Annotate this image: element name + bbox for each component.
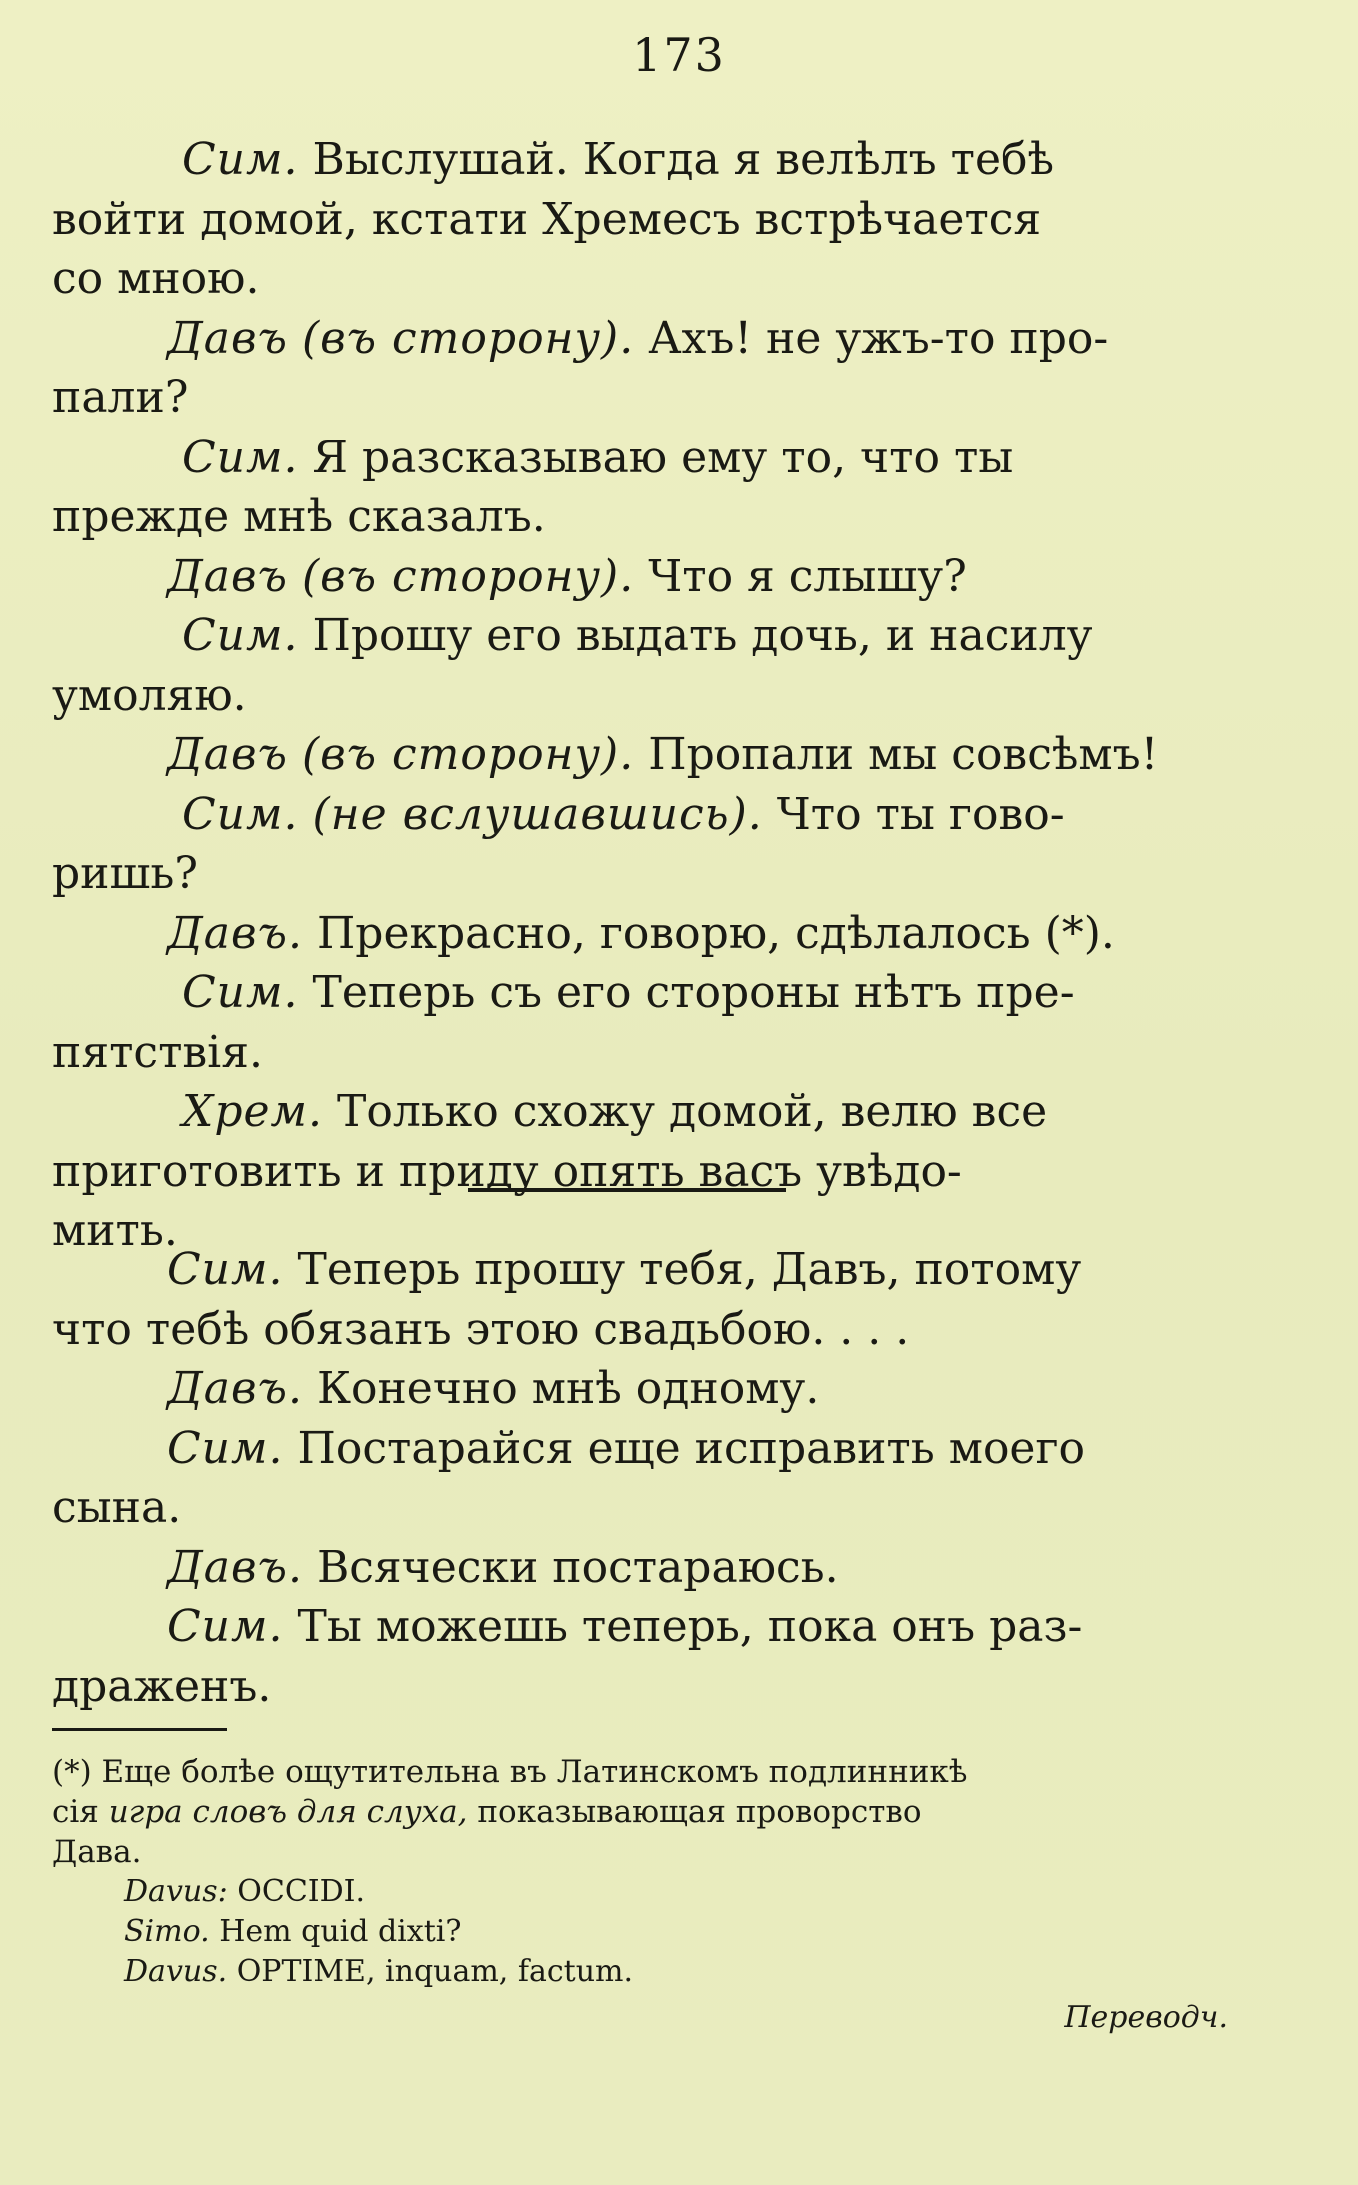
line-text: Теперь съ его стороны нѣтъ пре- bbox=[312, 967, 1075, 1018]
speaker-name: Сим. bbox=[167, 1601, 284, 1652]
dialogue-line bbox=[52, 130, 1232, 190]
line-text: Только схожу домой, велю все bbox=[337, 1086, 1048, 1137]
speaker-name: Сим. bbox=[182, 134, 299, 185]
page-number: 173 bbox=[632, 28, 726, 82]
dialogue-line: войти домой, кстати Хремесъ встрѣчается bbox=[52, 193, 1042, 245]
dialogue-line: пятствія. bbox=[52, 1026, 263, 1078]
footnote bbox=[52, 1752, 1232, 1992]
dialogue-section-1 bbox=[52, 130, 1232, 1261]
dialogue-line bbox=[52, 1597, 1232, 1657]
speaker-name: Сим. bbox=[167, 1244, 284, 1295]
line-text: Что я слышу? bbox=[648, 550, 967, 602]
dialogue-line bbox=[52, 1538, 1232, 1598]
dialogue-section-2 bbox=[52, 1240, 1232, 1716]
speaker-name: Сим. bbox=[182, 610, 299, 661]
speaker-name: Сим. bbox=[182, 967, 299, 1018]
footnote-line: Дава. bbox=[52, 1834, 142, 1870]
dialogue-line: сына. bbox=[52, 1482, 182, 1533]
speaker-name: Сим. bbox=[182, 788, 299, 840]
speaker-name: Давъ. bbox=[167, 907, 303, 959]
speaker-name: Давъ. bbox=[167, 1363, 303, 1414]
dialogue-line bbox=[52, 428, 1232, 488]
line-text: Теперь прошу тебя, Давъ, потому bbox=[297, 1244, 1082, 1295]
speaker-name: Давъ bbox=[167, 312, 288, 364]
footnote-rule bbox=[52, 1728, 227, 1731]
dialogue-line bbox=[52, 606, 1232, 666]
dialogue-line bbox=[52, 1359, 1232, 1419]
speaker-name: Давъ bbox=[167, 550, 288, 602]
dialogue-line: драженъ. bbox=[52, 1660, 272, 1712]
speaker-name: Давъ bbox=[167, 729, 288, 780]
footnote-line: (*) Еще болѣе ощутительна въ Латинскомъ подлинникѣ bbox=[52, 1754, 968, 1790]
stage-direction: (въ сторону). bbox=[301, 729, 635, 780]
line-text: Ахъ! не ужъ-то про- bbox=[648, 312, 1109, 364]
dialogue-line: пали? bbox=[52, 372, 189, 423]
line-text: Ты можешь теперь, пока онъ раз- bbox=[297, 1601, 1083, 1652]
dialogue-line: со мною. bbox=[52, 253, 260, 304]
line-text: Выслушай. Когда я велѣлъ тебѣ bbox=[312, 134, 1055, 185]
dialogue-line bbox=[52, 1082, 1232, 1142]
latin-speaker: Davus: bbox=[124, 1874, 228, 1909]
stage-direction: (въ сторону). bbox=[301, 312, 635, 364]
dialogue-line: что тебѣ обязанъ этою свадьбою. . . . bbox=[52, 1303, 910, 1355]
line-text: Пропали мы совсѣмъ! bbox=[648, 729, 1159, 780]
line-text: Что ты гово- bbox=[776, 788, 1065, 840]
dialogue-line bbox=[52, 547, 1232, 607]
line-text: Всячески постараюсь. bbox=[316, 1541, 839, 1593]
dialogue-line bbox=[52, 904, 1232, 964]
latin-speaker: Davus. bbox=[124, 1954, 228, 1989]
line-text: Прошу его выдать дочь, и насилу bbox=[312, 610, 1093, 661]
speaker-name: Хрем. bbox=[182, 1086, 323, 1137]
footnote-italic: игра словъ для слуха, bbox=[108, 1794, 468, 1830]
section-divider bbox=[468, 1188, 786, 1192]
dialogue-line bbox=[52, 309, 1232, 369]
latin-quote-line: Davus: OCCIDI. bbox=[124, 1874, 366, 1909]
dialogue-line: умоляю. bbox=[52, 669, 247, 721]
line-text: Я разсказываю ему то, что ты bbox=[312, 431, 1014, 483]
dialogue-line bbox=[52, 725, 1232, 785]
speaker-name: Сим. bbox=[182, 431, 299, 483]
footnote-line: сія игра словъ для слуха, показывающая проворство bbox=[52, 1794, 922, 1830]
dialogue-line bbox=[52, 1240, 1232, 1300]
dialogue-line: мить. bbox=[52, 1205, 178, 1256]
stage-direction: (не вслушавшись). bbox=[312, 788, 763, 840]
dialogue-line bbox=[52, 1419, 1232, 1479]
speaker-name: Сим. bbox=[167, 1422, 284, 1474]
latin-speaker: Simo. bbox=[124, 1914, 210, 1949]
dialogue-line bbox=[52, 785, 1232, 845]
line-text: Прекрасно, говорю, сдѣлалось (*). bbox=[316, 907, 1115, 959]
dialogue-line: прежде мнѣ сказалъ. bbox=[52, 491, 546, 542]
latin-quote-line: Simo. Hem quid dixti? bbox=[124, 1914, 462, 1949]
speaker-name: Давъ. bbox=[167, 1541, 303, 1593]
latin-quote-line: Davus. OPTIME, inquam, factum. bbox=[124, 1954, 634, 1989]
dialogue-line bbox=[52, 963, 1232, 1023]
translator-signature: Переводч. bbox=[1064, 2000, 1228, 2035]
line-text: Конечно мнѣ одному. bbox=[316, 1363, 820, 1414]
line-text: Постарайся еще исправить моего bbox=[297, 1422, 1086, 1474]
stage-direction: (въ сторону). bbox=[301, 550, 635, 602]
dialogue-line: приготовить и приду опять васъ увѣдо- bbox=[52, 1145, 962, 1197]
dialogue-line: ришь? bbox=[52, 848, 198, 899]
